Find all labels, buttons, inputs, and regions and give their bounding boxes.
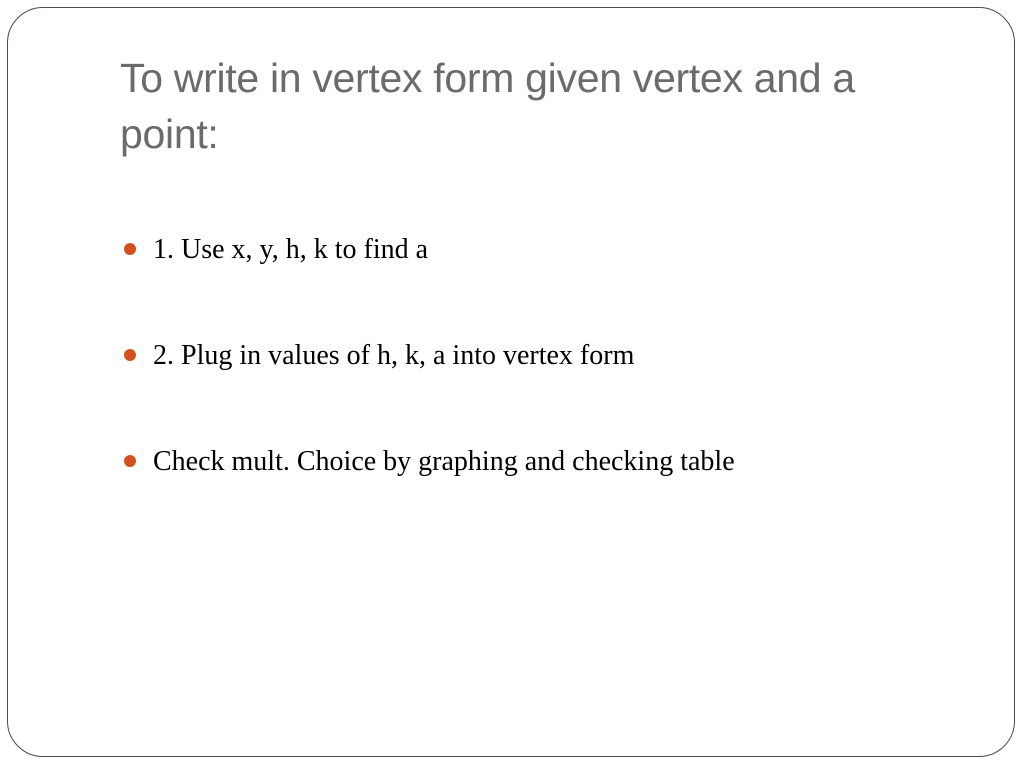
bullet-dot-icon <box>124 243 136 255</box>
bullet-dot-icon <box>124 349 136 361</box>
slide-frame <box>7 7 1015 757</box>
bullet-text: Check mult. Choice by graphing and checking table <box>153 446 735 477</box>
bullet-text: 1. Use x, y, h, k to find a <box>153 234 429 265</box>
bullet-list <box>124 228 984 546</box>
bullet-item <box>124 334 984 440</box>
bullet-item <box>124 440 984 546</box>
slide-title: To write in vertex form given vertex and a point: <box>120 55 855 157</box>
bullet-dot-icon <box>124 455 136 467</box>
bullet-item <box>124 228 984 334</box>
bullet-text: 2. Plug in values of h, k, a into vertex form <box>153 340 635 371</box>
